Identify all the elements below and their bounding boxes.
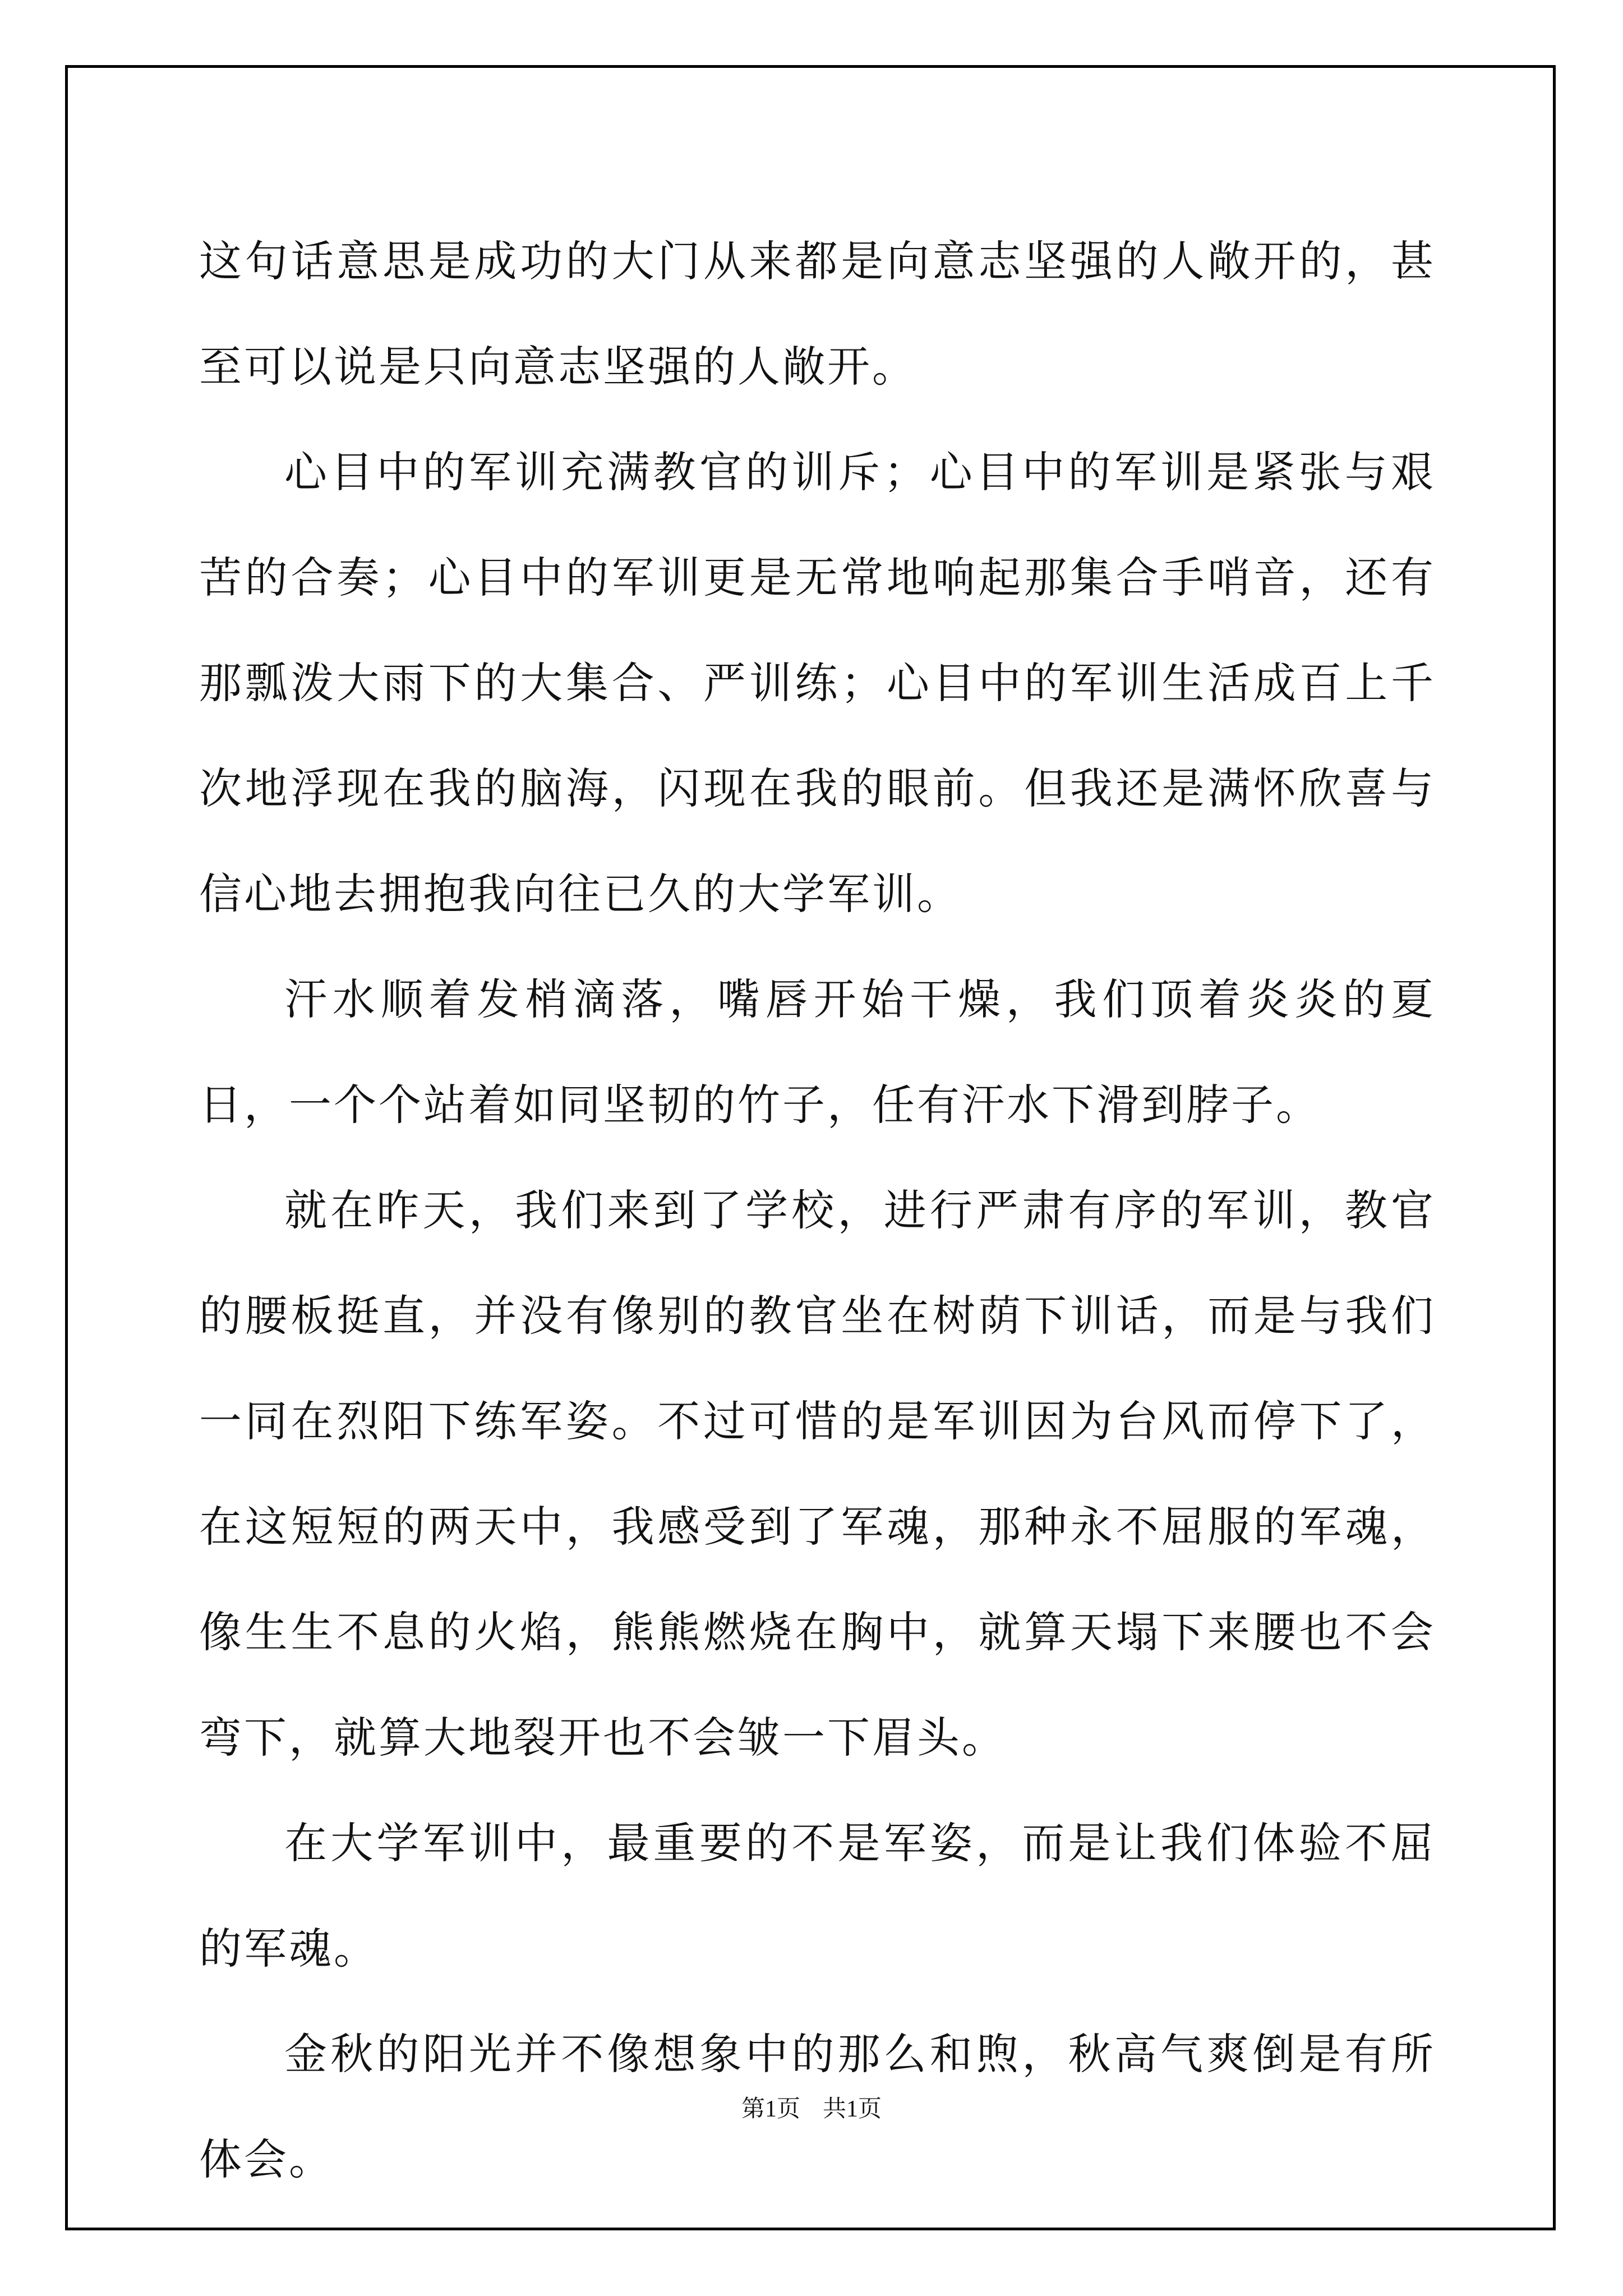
paragraph-3: 汗水顺着发梢滴落，嘴唇开始干燥，我们顶着炎炎的夏日，一个个站着如同坚韧的竹子，任有汗水下滑到脖子。	[199, 974, 1436, 1130]
page-total: 共1页	[823, 2096, 882, 2122]
page-number: 第1页	[741, 2096, 800, 2122]
paragraph-6: 金秋的阳光并不像想象中的那么和煦，秋高气爽倒是有所体会。	[199, 2029, 1436, 2184]
paragraph-1: 这句话意思是成功的大门从来都是向意志坚强的人敞开的，甚至可以说是只向意志坚强的人敞开。	[199, 236, 1436, 392]
page-footer	[0, 2092, 1623, 2126]
paragraph-4: 就在昨天，我们来到了学校，进行严肃有序的军训，教官的腰板挺直，并没有像别的教官坐在树荫下训话，而是与我们一同在烈阳下练军姿。不过可惜的是军训因为台风而停下了，在这短短的两天中，我感受到了军魂，那种永不屈服的军魂，像生生不息的火焰，熊熊燃烧在胸中，就算天塌下来腰也不会弯下，就算大地裂开也不会皱一下眉头。	[199, 1185, 1436, 1763]
paragraph-2: 心目中的军训充满教官的训斥；心目中的军训是紧张与艰苦的合奏；心目中的军训更是无常地响起那集合手哨音，还有那瓢泼大雨下的大集合、严训练；心目中的军训生活成百上千次地浮现在我的脑海，闪现在我的眼前。但我还是满怀欣喜与信心地去拥抱我向往已久的大学军训。	[199, 447, 1436, 919]
paragraph-5: 在大学军训中，最重要的不是军姿，而是让我们体验不屈的军魂。	[199, 1818, 1436, 1973]
document-body	[199, 209, 1436, 2212]
